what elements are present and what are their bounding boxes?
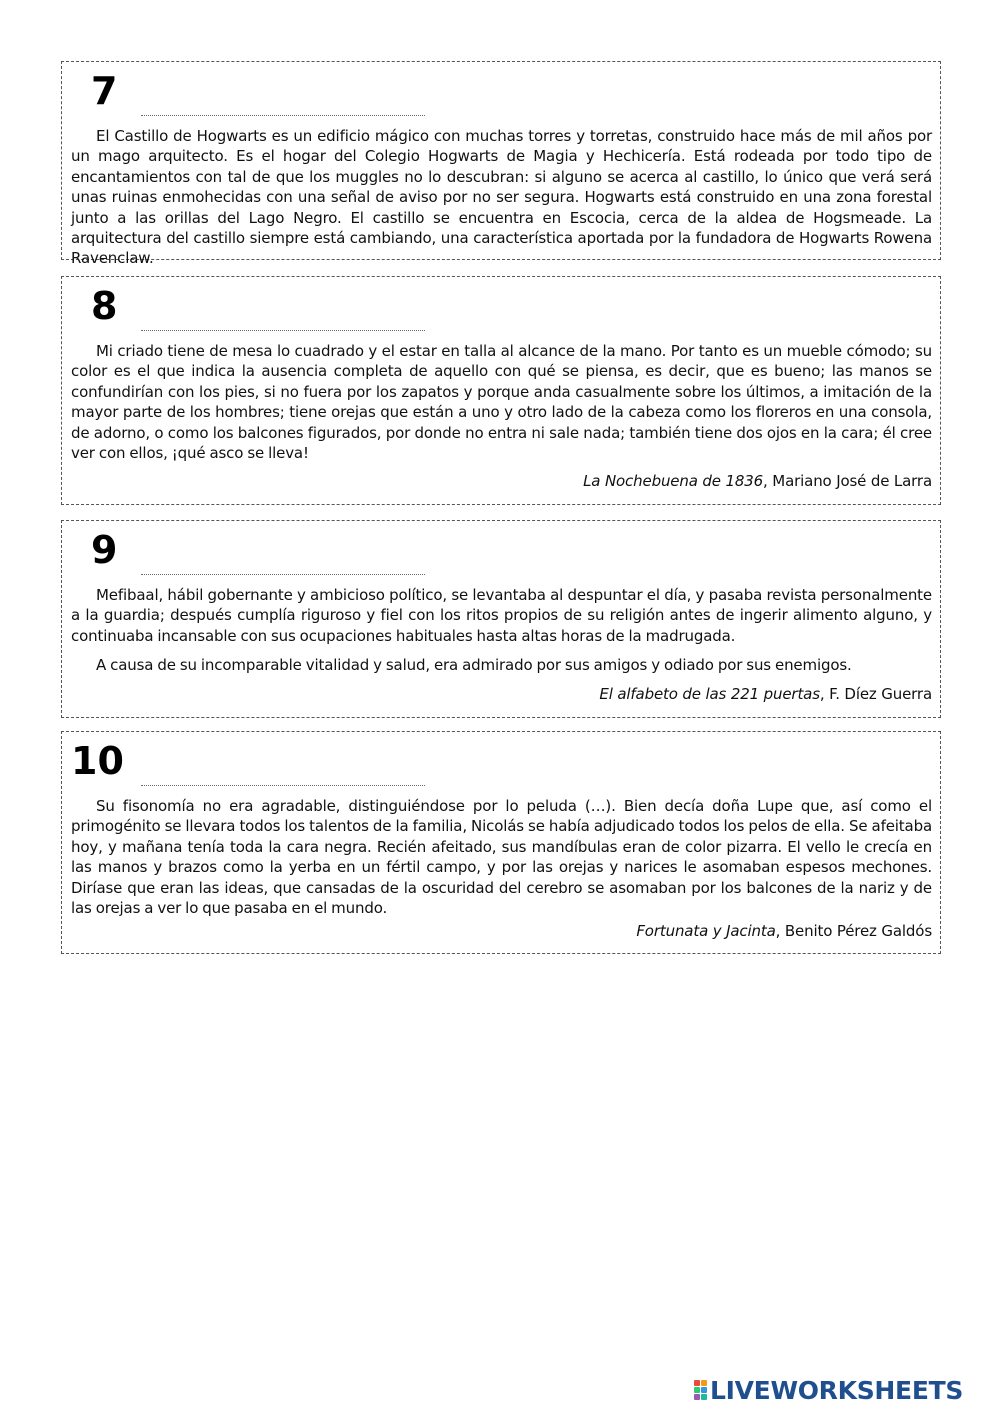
exercise-number: 7: [91, 69, 118, 113]
exercise-paragraph: Mi criado tiene de mesa lo cuadrado y el estar en talla al alcance de la mano. Por tanto es un mueble cómodo; su color es el que indica la ausencia completa de aquello con qué se piensa, es decir, que es bueno; las manos se confundirían con los pies, si no fuera por los zapatos y porque anda casualmente sobre los últimos, a imitación de la mayor parte de los hombres; tiene orejas que están a uno y otro lado de la cabeza como los floreros en una consola, de adorno, o como los balcones figurados, por donde no entra ni sale nada; también tiene dos ojos en la cara; él cree ver con ellos, ¡qué asco se lleva!: [71, 342, 932, 463]
brand-name: LIVEWORKSHEETS: [710, 1375, 964, 1405]
exercise-header: [71, 62, 932, 126]
logo-square: [701, 1394, 707, 1400]
logo-square: [694, 1387, 700, 1393]
source-citation: [71, 471, 932, 491]
source-author: , F. Díez Guerra: [819, 684, 932, 703]
logo-square: [694, 1394, 700, 1400]
exercise-number: 10: [71, 739, 124, 783]
source-work-title: La Nochebuena de 1836: [583, 472, 764, 491]
exercise-number: 9: [91, 528, 118, 572]
exercise-header: [71, 732, 932, 796]
source-author: , Benito Pérez Galdós: [775, 922, 932, 941]
answer-line[interactable]: [141, 330, 425, 331]
logo-square: [701, 1387, 707, 1393]
exercise-paragraph: Mefibaal, hábil gobernante y ambicioso político, se levantaba al despuntar el día, y pasaba revista personalmente a la guardia; después cumplía riguroso y fiel con los ritos propios de su religión antes de ingerir alimento alguno, y continuaba incansable con sus ocupaciones habituales hasta altas horas de la madrugada.: [71, 586, 932, 645]
answer-line[interactable]: [141, 115, 425, 116]
source-work-title: El alfabeto de las 221 puertas: [599, 684, 820, 703]
exercise-8-box: [61, 276, 941, 505]
answer-line[interactable]: [141, 785, 425, 786]
exercise-header: [71, 521, 932, 585]
logo-square: [694, 1380, 700, 1386]
logo-square: [701, 1380, 707, 1386]
exercise-7-box: [61, 61, 941, 268]
source-citation: [71, 921, 932, 941]
liveworksheets-logo-icon: [694, 1380, 707, 1400]
exercise-number: 8: [91, 284, 118, 328]
liveworksheets-brand[interactable]: [694, 1377, 963, 1403]
exercise-paragraph: El Castillo de Hogwarts es un edificio mágico con muchas torres y torretas, construido hace más de mil años por un mago arquitecto. Es el hogar del Colegio Hogwarts de Magia y Hechicería. Está rodeada por todo tipo de encantamientos con tal de que los muggles no lo descubran: si alguno se acerca al castillo, lo único que verá será unas ruinas enmohecidas con una señal de aviso por no ser segura. Hogwarts está construido en una zona forestal junto a las orillas del Lago Negro. El castillo se encuentra en Escocia, cerca de la aldea de Hogsmeade. La arquitectura del castillo siempre está cambiando, una característica aportada por la fundadora de Hogwarts Rowena Ravenclaw.: [71, 127, 932, 268]
exercise-paragraph: A causa de su incomparable vitalidad y salud, era admirado por sus amigos y odiado por sus enemigos.: [96, 656, 852, 675]
exercise-paragraph: Su fisonomía no era agradable, distinguiéndose por lo peluda (…). Bien decía doña Lupe que, así como el primogénito se llevara todos los talentos de la familia, Nicolás se había adjudicado todos los pelos de ella. Se afeitaba hoy, y mañana tenía toda la cara negra. Recién afeitado, sus mandíbulas eran de color pizarra. El vello le crecía en las manos y brazos como la yerba en un fértil campo, y por las orejas y narices le asomaban espesos mechones. Diríase que eran las ideas, que cansadas de la oscuridad del cerebro se asomaban por los balcones de la nariz y de las orejas a ver lo que pasaba en el mundo.: [71, 797, 932, 918]
answer-line[interactable]: [141, 574, 425, 575]
exercise-header: [71, 277, 932, 341]
source-citation: [71, 684, 932, 704]
exercise-9-box: [61, 520, 941, 718]
exercise-10-box: [61, 731, 941, 954]
source-author: , Mariano José de Larra: [763, 472, 932, 491]
source-work-title: Fortunata y Jacinta: [636, 922, 776, 941]
